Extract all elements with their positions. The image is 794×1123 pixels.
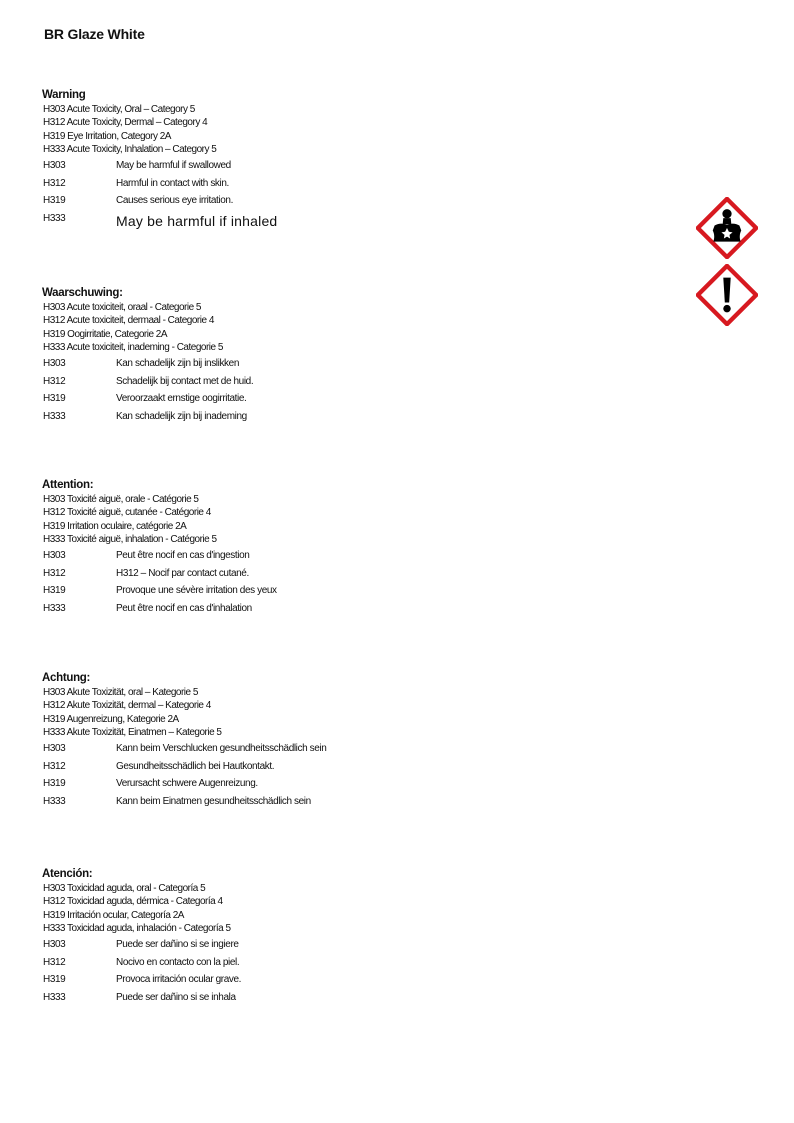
classification-line: H303 Akute Toxizität, oral – Kategorie 5 bbox=[43, 687, 198, 698]
hazard-text: Kan schadelijk zijn bij inslikken bbox=[116, 358, 239, 370]
hazard-statement-row bbox=[42, 991, 642, 1009]
section-dutch bbox=[42, 287, 642, 427]
hazard-statement-list bbox=[42, 938, 642, 1008]
section-heading: Atención: bbox=[42, 868, 93, 880]
hazard-statement-row bbox=[42, 410, 642, 428]
hazard-code: H333 bbox=[43, 991, 66, 1003]
hazard-text: H312 – Nocif par contact cutané. bbox=[116, 567, 249, 579]
hazard-code: H333 bbox=[43, 410, 66, 422]
hazard-statement-row bbox=[42, 375, 642, 393]
hazard-statement-list bbox=[42, 357, 642, 427]
hazard-statement-row bbox=[42, 760, 642, 778]
section-heading: Attention: bbox=[42, 479, 94, 491]
hazard-text: May be harmful if swallowed bbox=[116, 160, 231, 172]
hazard-code: H303 bbox=[43, 160, 66, 172]
hazard-code: H319 bbox=[43, 195, 66, 207]
hazard-code: H333 bbox=[43, 795, 66, 807]
hazard-code: H319 bbox=[43, 585, 66, 597]
hazard-text: Peut être nocif en cas d'inhalation bbox=[116, 602, 252, 614]
hazard-code: H312 bbox=[43, 375, 66, 387]
hazard-text: Harmful in contact with skin. bbox=[116, 177, 229, 189]
hazard-code: H303 bbox=[43, 939, 66, 951]
hazard-statement-row bbox=[42, 742, 642, 760]
health-hazard-icon bbox=[696, 197, 758, 259]
classification-line: H303 Toxicité aiguë, orale - Catégorie 5 bbox=[43, 494, 199, 505]
classification-line: H319 Irritation oculaire, catégorie 2A bbox=[43, 520, 187, 532]
hazard-code: H312 bbox=[43, 567, 66, 579]
hazard-text: Puede ser dañino si se inhala bbox=[116, 991, 236, 1003]
hazard-statement-row bbox=[42, 357, 642, 375]
classification-line: H319 Irritación ocular, Categoría 2A bbox=[43, 909, 184, 921]
hazard-code: H319 bbox=[43, 393, 66, 405]
hazard-code: H319 bbox=[43, 778, 66, 790]
hazard-statement-list bbox=[42, 549, 642, 619]
hazard-text: Peut être nocif en cas d'ingestion bbox=[116, 550, 250, 562]
classification-line: H303 Acute toxiciteit, oraal - Categorie 5 bbox=[43, 302, 201, 313]
classification-line: H319 Oogirritatie, Categorie 2A bbox=[43, 328, 168, 340]
hazard-statement-row bbox=[42, 938, 642, 956]
classification-line: H312 Akute Toxizität, dermal – Kategorie 4 bbox=[43, 700, 211, 712]
hazard-text: Nocivo en contacto con la piel. bbox=[116, 956, 240, 968]
hazard-statement-row bbox=[42, 177, 642, 195]
hazard-statement-row bbox=[42, 777, 642, 795]
hazard-code: H312 bbox=[43, 956, 66, 968]
classification-line: H319 Augenreizung, Kategorie 2A bbox=[43, 713, 179, 725]
section-heading: Warning bbox=[42, 89, 86, 101]
hazard-statement-list bbox=[42, 742, 642, 812]
exclamation-mark-icon bbox=[696, 264, 758, 326]
hazard-text: Causes serious eye irritation. bbox=[116, 195, 233, 207]
classification-line: H312 Acute Toxicity, Dermal – Category 4 bbox=[43, 117, 208, 129]
classification-line: H333 Acute toxiciteit, inademing - Categorie 5 bbox=[43, 341, 223, 353]
hazard-text: Kann beim Einatmen gesundheitsschädlich sein bbox=[116, 795, 311, 807]
hazard-code: H319 bbox=[43, 974, 66, 986]
hazard-statement-row bbox=[42, 159, 642, 177]
classification-line: H312 Acute toxiciteit, dermaal - Categorie 4 bbox=[43, 315, 214, 327]
hazard-statement-row bbox=[42, 956, 642, 974]
hazard-text: Provoque une sévère irritation des yeux bbox=[116, 585, 277, 597]
classification-line: H333 Toxicité aiguë, inhalation - Catégorie 5 bbox=[43, 533, 217, 545]
hazard-code: H333 bbox=[43, 602, 66, 614]
hazard-code: H333 bbox=[43, 212, 66, 224]
section-spanish bbox=[42, 868, 642, 1008]
hazard-statement-row bbox=[42, 602, 642, 620]
classification-line: H319 Eye Irritation, Category 2A bbox=[43, 130, 171, 142]
hazard-text: Schadelijk bij contact met de huid. bbox=[116, 375, 254, 387]
section-french bbox=[42, 479, 642, 619]
section-english bbox=[42, 89, 642, 229]
hazard-code: H303 bbox=[43, 743, 66, 755]
hazard-text: Provoca irritación ocular grave. bbox=[116, 974, 242, 986]
section-heading: Achtung: bbox=[42, 672, 91, 684]
hazard-statement-row bbox=[42, 212, 642, 230]
classification-line: H303 Acute Toxicity, Oral – Category 5 bbox=[43, 104, 195, 115]
classification-line: H312 Toxicidad aguda, dérmica - Categoría 4 bbox=[43, 896, 223, 908]
hazard-text: Verursacht schwere Augenreizung. bbox=[116, 778, 258, 790]
hazard-code: H312 bbox=[43, 177, 66, 189]
hazard-statement-row bbox=[42, 567, 642, 585]
section-german bbox=[42, 672, 642, 812]
hazard-text: May be harmful if inhaled bbox=[116, 212, 278, 229]
hazard-text: Kann beim Verschlucken gesundheitsschädlich sein bbox=[116, 743, 327, 755]
hazard-code: H303 bbox=[43, 550, 66, 562]
document-title: BR Glaze White bbox=[44, 26, 145, 42]
hazard-statement-row bbox=[42, 795, 642, 813]
hazard-text: Kan schadelijk zijn bij inademing bbox=[116, 410, 247, 422]
classification-line: H312 Toxicité aiguë, cutanée - Catégorie 4 bbox=[43, 507, 211, 519]
classification-line: H333 Toxicidad aguda, inhalación - Categoría 5 bbox=[43, 922, 231, 934]
hazard-statement-row bbox=[42, 392, 642, 410]
hazard-text: Gesundheitsschädlich bei Hautkontakt. bbox=[116, 760, 275, 772]
classification-line: H333 Akute Toxizität, Einatmen – Kategorie 5 bbox=[43, 726, 222, 738]
hazard-statement-row bbox=[42, 549, 642, 567]
hazard-code: H312 bbox=[43, 760, 66, 772]
classification-line: H333 Acute Toxicity, Inhalation – Category 5 bbox=[43, 143, 217, 155]
hazard-statement-list bbox=[42, 159, 642, 229]
hazard-text: Veroorzaakt ernstige oogirritatie. bbox=[116, 393, 247, 405]
section-heading: Waarschuwing: bbox=[42, 287, 123, 299]
hazard-text: Puede ser dañino si se ingiere bbox=[116, 939, 239, 951]
hazard-statement-row bbox=[42, 194, 642, 212]
hazard-statement-row bbox=[42, 973, 642, 991]
classification-line: H303 Toxicidad aguda, oral - Categoría 5 bbox=[43, 883, 206, 894]
hazard-code: H303 bbox=[43, 358, 66, 370]
hazard-statement-row bbox=[42, 584, 642, 602]
